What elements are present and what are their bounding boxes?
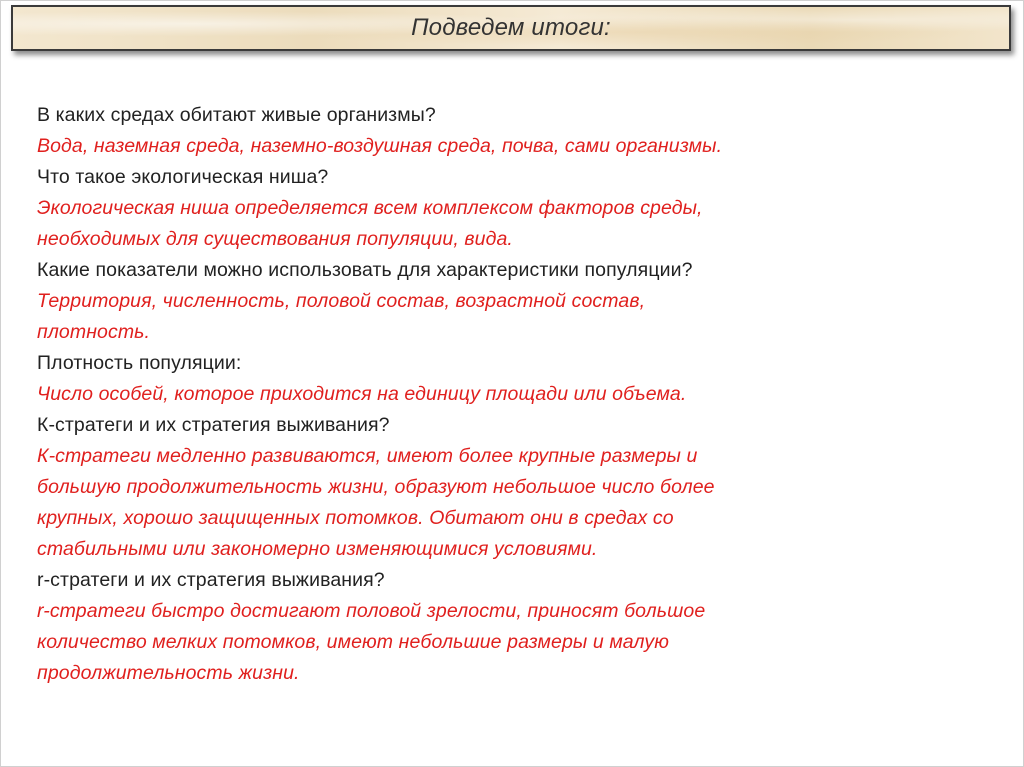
answer-line: Экологическая ниша определяется всем комплексом факторов среды, <box>37 197 703 219</box>
answer-line: крупных, хорошо защищенных потомков. Обитают они в средах со <box>37 507 674 529</box>
answer-line: К-стратеги медленно развиваются, имеют более крупные размеры и <box>37 445 698 467</box>
question-line: В каких средах обитают живые организмы? <box>37 104 436 126</box>
answer-line: плотность. <box>37 321 151 343</box>
answer-line: продолжительность жизни. <box>37 662 300 684</box>
question-line: r-стратеги и их стратегия выживания? <box>37 569 385 591</box>
question-line: Плотность популяции: <box>37 352 242 374</box>
answer-line: большую продолжительность жизни, образуют небольшое число более <box>37 476 715 498</box>
answer-line: Число особей, которое приходится на единицу площади или объема. <box>37 383 687 405</box>
answer-line: Территория, численность, половой состав, возрастной состав, <box>37 290 646 312</box>
answer-line: стабильными или закономерно изменяющимися условиями. <box>37 538 598 560</box>
answer-line: необходимых для существования популяции, вида. <box>37 228 513 250</box>
answer-line: r-стратеги быстро достигают половой зрелости, приносят большое <box>37 600 706 622</box>
title-banner <box>11 5 1011 51</box>
slide-title: Подведем итоги: <box>411 14 611 41</box>
question-line: К-стратеги и их стратегия выживания? <box>37 414 390 436</box>
answer-line: Вода, наземная среда, наземно-воздушная среда, почва, сами организмы. <box>37 135 723 157</box>
summary-content <box>37 100 997 689</box>
question-line: Что такое экологическая ниша? <box>37 166 329 188</box>
question-line: Какие показатели можно использовать для характеристики популяции? <box>37 259 693 281</box>
answer-line: количество мелких потомков, имеют небольшие размеры и малую <box>37 631 670 653</box>
